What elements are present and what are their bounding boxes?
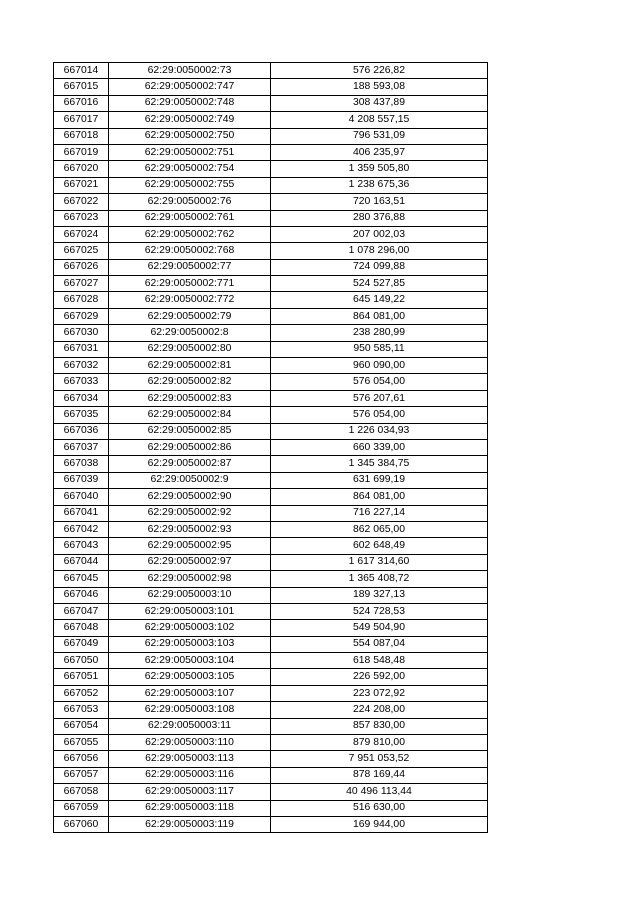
value-cell: 720 163,51 (271, 194, 488, 210)
cadastral-number-cell: 62:29:0050003:104 (109, 653, 271, 669)
table-row (54, 538, 488, 554)
value-cell: 1 226 034,93 (271, 423, 488, 439)
cadastral-number-cell: 62:29:0050002:748 (109, 95, 271, 111)
value-cell: 576 226,82 (271, 63, 488, 79)
row-number-cell: 667040 (54, 489, 109, 505)
cadastral-number-cell: 62:29:0050002:749 (109, 112, 271, 128)
table-row (54, 718, 488, 734)
row-number-cell: 667038 (54, 456, 109, 472)
row-number-cell: 667053 (54, 702, 109, 718)
cadastral-number-cell: 62:29:0050002:754 (109, 161, 271, 177)
table-row (54, 79, 488, 95)
value-cell: 960 090,00 (271, 358, 488, 374)
value-cell: 857 830,00 (271, 718, 488, 734)
value-cell: 223 072,92 (271, 685, 488, 701)
cadastral-number-cell: 62:29:0050002:97 (109, 554, 271, 570)
cadastral-number-cell: 62:29:0050002:768 (109, 243, 271, 259)
cadastral-number-cell: 62:29:0050002:755 (109, 177, 271, 193)
cadastral-number-cell: 62:29:0050002:84 (109, 407, 271, 423)
table-row (54, 439, 488, 455)
row-number-cell: 667033 (54, 374, 109, 390)
row-number-cell: 667036 (54, 423, 109, 439)
cadastral-number-cell: 62:29:0050002:762 (109, 226, 271, 242)
table-row (54, 63, 488, 79)
row-number-cell: 667042 (54, 521, 109, 537)
cadastral-number-cell: 62:29:0050002:98 (109, 571, 271, 587)
cadastral-number-cell: 62:29:0050002:92 (109, 505, 271, 521)
table-row (54, 292, 488, 308)
value-cell: 660 339,00 (271, 439, 488, 455)
table-row (54, 620, 488, 636)
cadastral-number-cell: 62:29:0050002:77 (109, 259, 271, 275)
row-number-cell: 667022 (54, 194, 109, 210)
value-cell: 631 699,19 (271, 472, 488, 488)
row-number-cell: 667054 (54, 718, 109, 734)
table-row (54, 358, 488, 374)
value-cell: 576 054,00 (271, 407, 488, 423)
cadastral-number-cell: 62:29:0050002:79 (109, 308, 271, 324)
cadastral-number-cell: 62:29:0050003:118 (109, 800, 271, 816)
cadastral-number-cell: 62:29:0050002:80 (109, 341, 271, 357)
value-cell: 280 376,88 (271, 210, 488, 226)
table-row (54, 243, 488, 259)
value-cell: 796 531,09 (271, 128, 488, 144)
cadastral-number-cell: 62:29:0050002:81 (109, 358, 271, 374)
cadastral-number-cell: 62:29:0050003:102 (109, 620, 271, 636)
row-number-cell: 667052 (54, 685, 109, 701)
value-cell: 950 585,11 (271, 341, 488, 357)
cadastral-number-cell: 62:29:0050002:87 (109, 456, 271, 472)
value-cell: 226 592,00 (271, 669, 488, 685)
value-cell: 1 345 384,75 (271, 456, 488, 472)
row-number-cell: 667020 (54, 161, 109, 177)
value-cell: 864 081,00 (271, 489, 488, 505)
cadastral-number-cell: 62:29:0050002:82 (109, 374, 271, 390)
table-row (54, 374, 488, 390)
value-cell: 576 207,61 (271, 390, 488, 406)
cadastral-number-cell: 62:29:0050002:73 (109, 63, 271, 79)
cadastral-number-cell: 62:29:0050002:93 (109, 521, 271, 537)
row-number-cell: 667030 (54, 325, 109, 341)
value-cell: 224 208,00 (271, 702, 488, 718)
row-number-cell: 667049 (54, 636, 109, 652)
value-cell: 862 065,00 (271, 521, 488, 537)
row-number-cell: 667014 (54, 63, 109, 79)
value-cell: 7 951 053,52 (271, 751, 488, 767)
row-number-cell: 667039 (54, 472, 109, 488)
value-cell: 524 527,85 (271, 276, 488, 292)
row-number-cell: 667016 (54, 95, 109, 111)
cadastral-number-cell: 62:29:0050002:751 (109, 144, 271, 160)
row-number-cell: 667021 (54, 177, 109, 193)
table-row (54, 489, 488, 505)
table-row (54, 210, 488, 226)
cadastral-number-cell: 62:29:0050002:85 (109, 423, 271, 439)
row-number-cell: 667057 (54, 767, 109, 783)
value-cell: 554 087,04 (271, 636, 488, 652)
cadastral-number-cell: 62:29:0050002:90 (109, 489, 271, 505)
table-row (54, 685, 488, 701)
value-cell: 549 504,90 (271, 620, 488, 636)
cadastral-number-cell: 62:29:0050003:110 (109, 735, 271, 751)
row-number-cell: 667060 (54, 816, 109, 832)
cadastral-number-cell: 62:29:0050002:86 (109, 439, 271, 455)
row-number-cell: 667047 (54, 603, 109, 619)
cadastral-number-cell: 62:29:0050003:107 (109, 685, 271, 701)
row-number-cell: 667056 (54, 751, 109, 767)
row-number-cell: 667041 (54, 505, 109, 521)
cadastral-number-cell: 62:29:0050003:101 (109, 603, 271, 619)
value-cell: 618 548,48 (271, 653, 488, 669)
row-number-cell: 667029 (54, 308, 109, 324)
cadastral-value-table (53, 62, 488, 833)
table-row (54, 702, 488, 718)
table-row (54, 423, 488, 439)
value-cell: 169 944,00 (271, 816, 488, 832)
table-row (54, 226, 488, 242)
table-row (54, 128, 488, 144)
cadastral-number-cell: 62:29:0050002:761 (109, 210, 271, 226)
row-number-cell: 667037 (54, 439, 109, 455)
value-cell: 602 648,49 (271, 538, 488, 554)
value-cell: 189 327,13 (271, 587, 488, 603)
value-cell: 864 081,00 (271, 308, 488, 324)
table-row (54, 194, 488, 210)
value-cell: 516 630,00 (271, 800, 488, 816)
table-row (54, 767, 488, 783)
table-row (54, 571, 488, 587)
row-number-cell: 667050 (54, 653, 109, 669)
row-number-cell: 667027 (54, 276, 109, 292)
cadastral-number-cell: 62:29:0050003:119 (109, 816, 271, 832)
table-row (54, 669, 488, 685)
cadastral-number-cell: 62:29:0050002:747 (109, 79, 271, 95)
value-cell: 1 238 675,36 (271, 177, 488, 193)
table-row (54, 95, 488, 111)
cadastral-number-cell: 62:29:0050003:103 (109, 636, 271, 652)
row-number-cell: 667032 (54, 358, 109, 374)
table-row (54, 751, 488, 767)
cadastral-number-cell: 62:29:0050003:116 (109, 767, 271, 783)
cadastral-number-cell: 62:29:0050003:10 (109, 587, 271, 603)
row-number-cell: 667031 (54, 341, 109, 357)
row-number-cell: 667051 (54, 669, 109, 685)
table-row (54, 407, 488, 423)
value-cell: 1 617 314,60 (271, 554, 488, 570)
table-row (54, 554, 488, 570)
table-row (54, 521, 488, 537)
cadastral-number-cell: 62:29:0050002:9 (109, 472, 271, 488)
value-cell: 576 054,00 (271, 374, 488, 390)
table-row (54, 587, 488, 603)
row-number-cell: 667055 (54, 735, 109, 751)
value-cell: 207 002,03 (271, 226, 488, 242)
table-row (54, 390, 488, 406)
table-row (54, 177, 488, 193)
value-cell: 878 169,44 (271, 767, 488, 783)
row-number-cell: 667046 (54, 587, 109, 603)
row-number-cell: 667023 (54, 210, 109, 226)
value-cell: 406 235,97 (271, 144, 488, 160)
cadastral-number-cell: 62:29:0050003:113 (109, 751, 271, 767)
value-cell: 40 496 113,44 (271, 784, 488, 800)
table-row (54, 161, 488, 177)
row-number-cell: 667026 (54, 259, 109, 275)
row-number-cell: 667044 (54, 554, 109, 570)
row-number-cell: 667045 (54, 571, 109, 587)
value-cell: 188 593,08 (271, 79, 488, 95)
cadastral-number-cell: 62:29:0050003:11 (109, 718, 271, 734)
table-row (54, 112, 488, 128)
table-row (54, 735, 488, 751)
table-row (54, 653, 488, 669)
table-row (54, 636, 488, 652)
cadastral-number-cell: 62:29:0050002:771 (109, 276, 271, 292)
cadastral-number-cell: 62:29:0050002:772 (109, 292, 271, 308)
row-number-cell: 667059 (54, 800, 109, 816)
cadastral-number-cell: 62:29:0050002:76 (109, 194, 271, 210)
cadastral-number-cell: 62:29:0050002:750 (109, 128, 271, 144)
value-cell: 879 810,00 (271, 735, 488, 751)
value-cell: 524 728,53 (271, 603, 488, 619)
table-row (54, 341, 488, 357)
value-cell: 1 365 408,72 (271, 571, 488, 587)
table-row (54, 259, 488, 275)
table-row (54, 800, 488, 816)
row-number-cell: 667048 (54, 620, 109, 636)
row-number-cell: 667025 (54, 243, 109, 259)
value-cell: 238 280,99 (271, 325, 488, 341)
row-number-cell: 667024 (54, 226, 109, 242)
row-number-cell: 667034 (54, 390, 109, 406)
row-number-cell: 667019 (54, 144, 109, 160)
row-number-cell: 667058 (54, 784, 109, 800)
row-number-cell: 667035 (54, 407, 109, 423)
row-number-cell: 667017 (54, 112, 109, 128)
row-number-cell: 667028 (54, 292, 109, 308)
row-number-cell: 667018 (54, 128, 109, 144)
value-cell: 1 078 296,00 (271, 243, 488, 259)
table-row (54, 308, 488, 324)
table-row (54, 276, 488, 292)
table-row (54, 144, 488, 160)
table-row (54, 472, 488, 488)
cadastral-number-cell: 62:29:0050002:83 (109, 390, 271, 406)
cadastral-number-cell: 62:29:0050003:108 (109, 702, 271, 718)
cadastral-number-cell: 62:29:0050002:95 (109, 538, 271, 554)
value-cell: 716 227,14 (271, 505, 488, 521)
table-row (54, 603, 488, 619)
table-row (54, 325, 488, 341)
table-row (54, 505, 488, 521)
cadastral-number-cell: 62:29:0050003:105 (109, 669, 271, 685)
value-cell: 1 359 505,80 (271, 161, 488, 177)
value-cell: 308 437,89 (271, 95, 488, 111)
table-row (54, 816, 488, 832)
table-row (54, 456, 488, 472)
row-number-cell: 667043 (54, 538, 109, 554)
row-number-cell: 667015 (54, 79, 109, 95)
cadastral-number-cell: 62:29:0050002:8 (109, 325, 271, 341)
value-cell: 724 099,88 (271, 259, 488, 275)
table-body (54, 63, 488, 833)
value-cell: 645 149,22 (271, 292, 488, 308)
cadastral-number-cell: 62:29:0050003:117 (109, 784, 271, 800)
value-cell: 4 208 557,15 (271, 112, 488, 128)
table-row (54, 784, 488, 800)
